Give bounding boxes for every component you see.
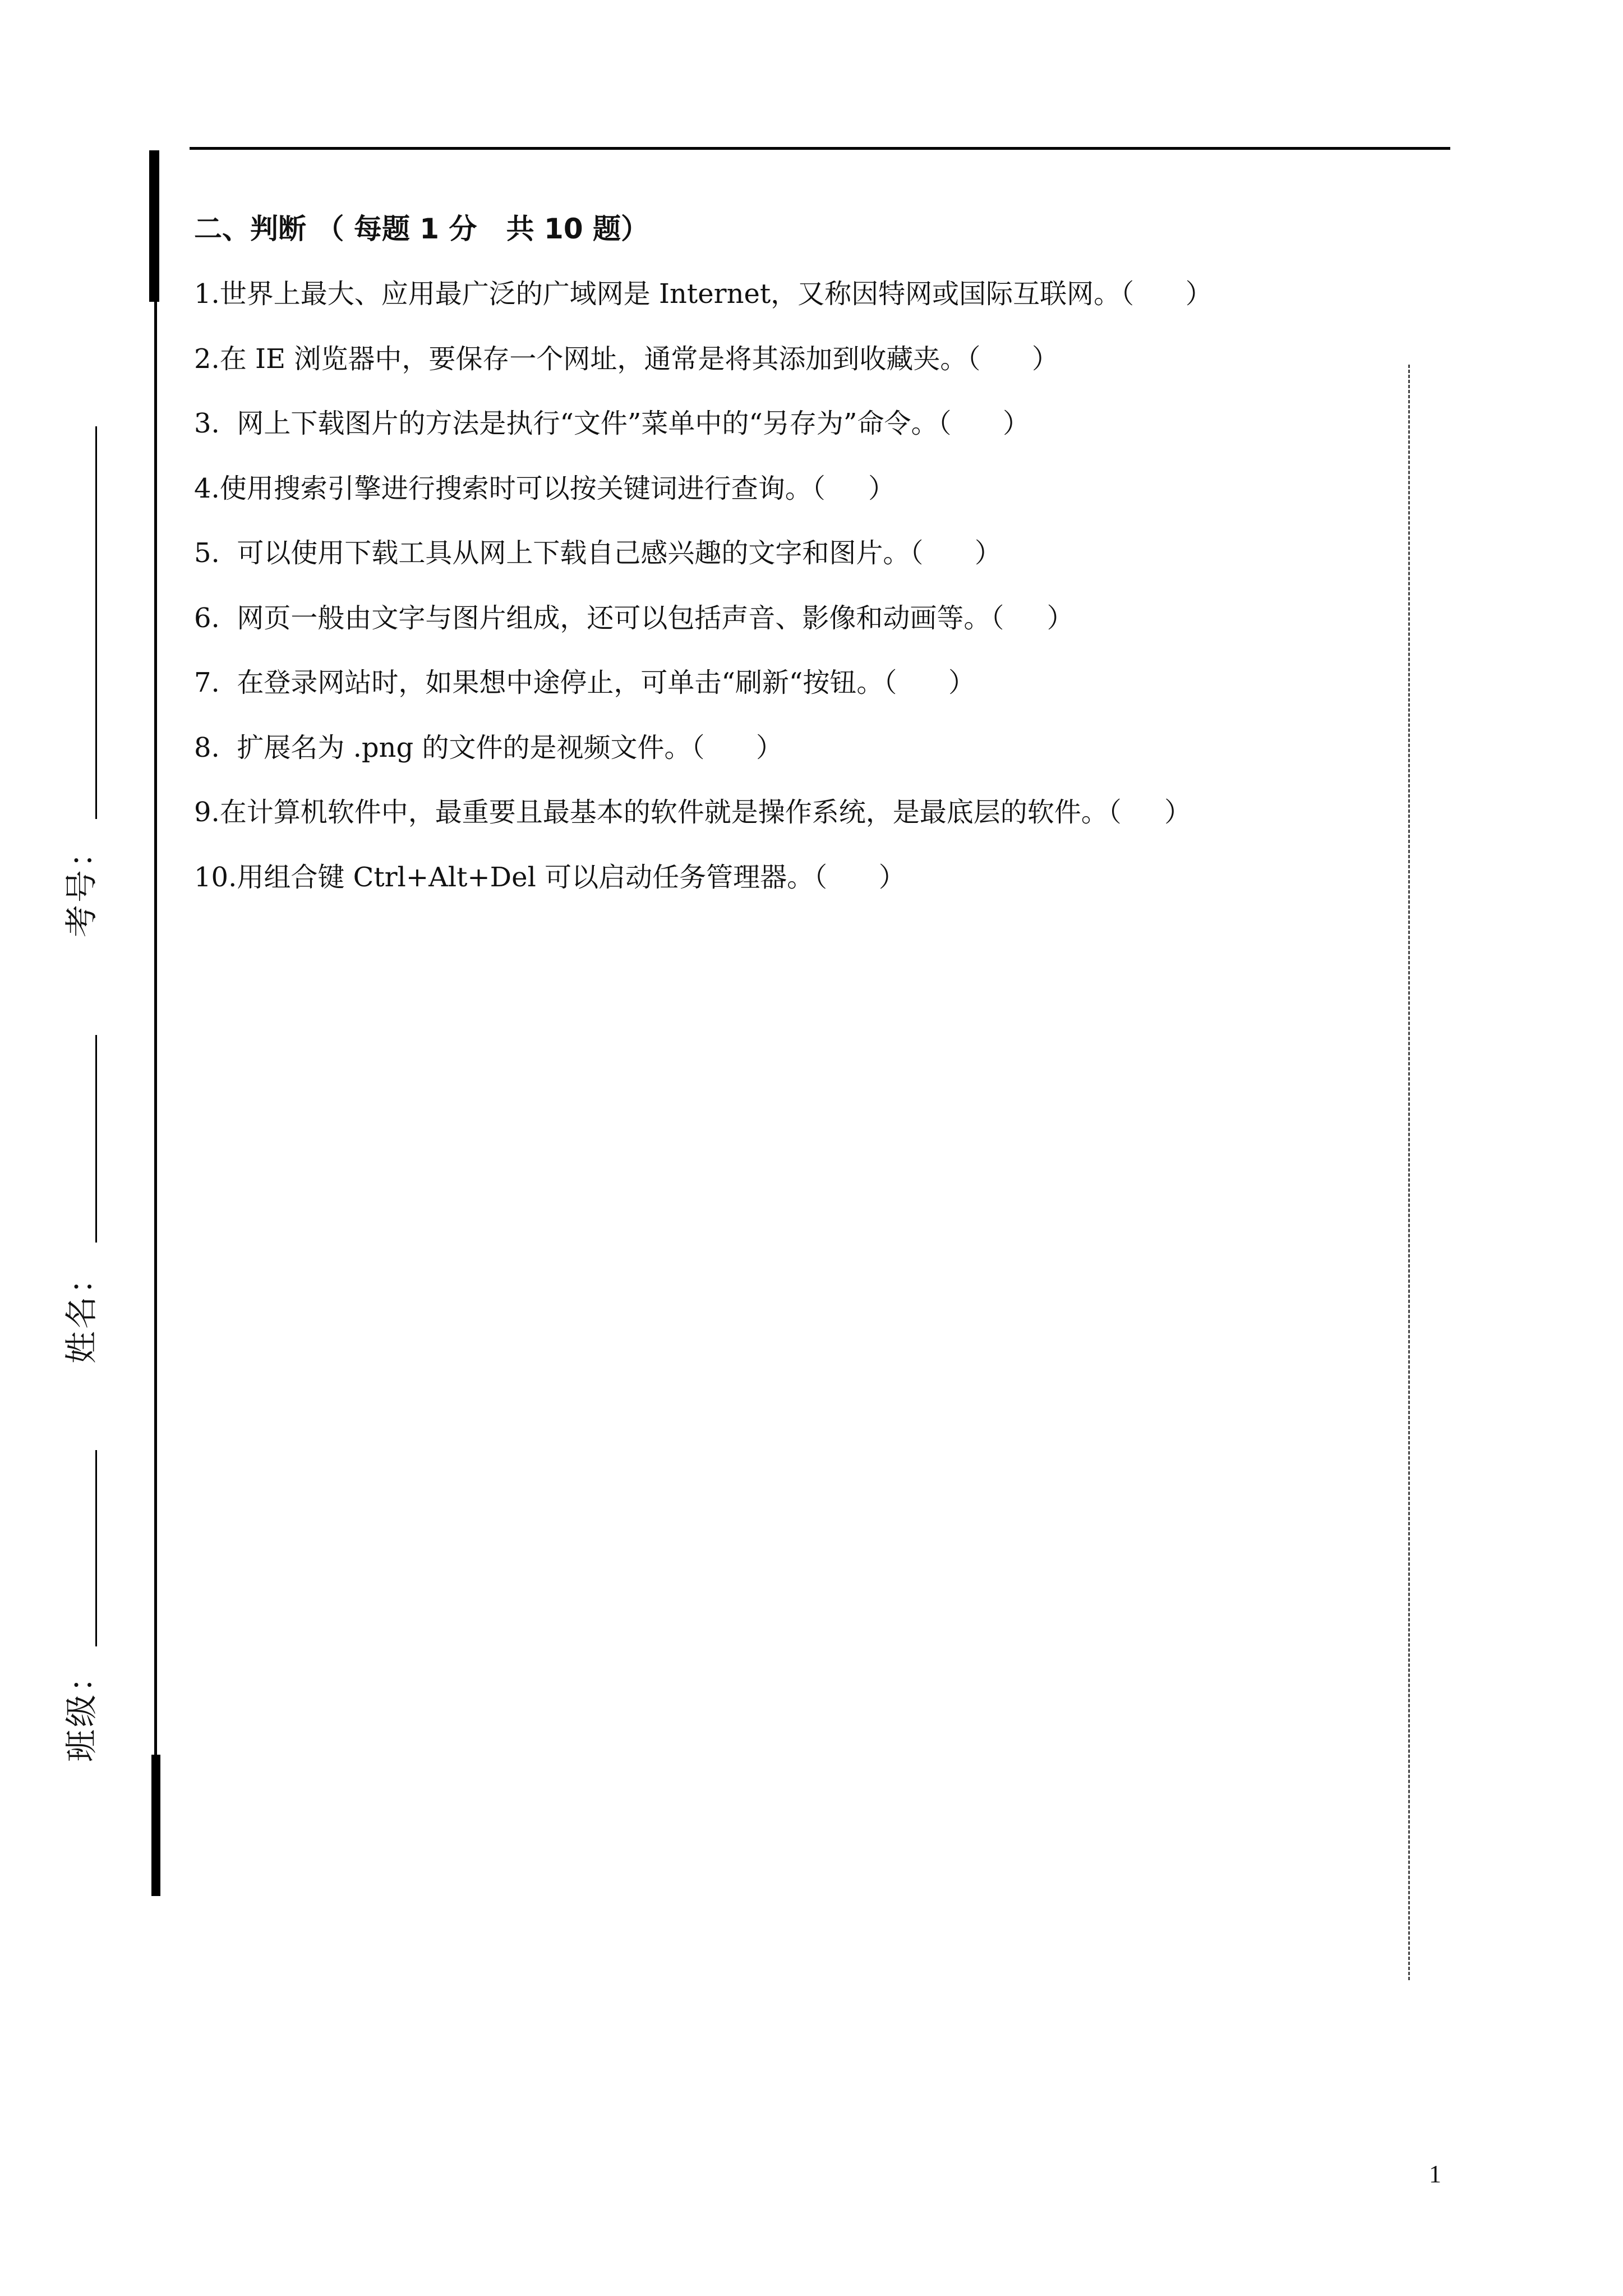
section-title: 二、判断 （ 每题 1 分 共 10 题） [194, 213, 649, 245]
question-item: 8. 扩展名为 .png 的文件的是视频文件。（ ） [194, 731, 783, 763]
binding-bar-bottom [151, 1755, 160, 1896]
question-item: 1.世界上最大、应用最广泛的广域网是 Internet，又称因特网或国际互联网。（ ） [194, 278, 1212, 310]
question-item: 7. 在登录网站时，如果想中途停止，可单击“刷新“按钮。（ ） [194, 667, 975, 698]
name-label: 姓名： [62, 1259, 100, 1364]
question-item: 4.使用搜索引擎进行搜索时可以按关键词进行查询。（ ） [194, 472, 896, 504]
binding-bar-top [149, 150, 159, 302]
name-underline [95, 1035, 97, 1243]
question-item: 10.用组合键 Ctrl+Alt+Del 可以启动任务管理器。（ ） [194, 861, 906, 893]
binding-bar-middle [154, 302, 157, 1755]
question-section [194, 208, 1428, 921]
page-number: 1 [1429, 2160, 1441, 2188]
question-item: 3. 网上下载图片的方法是执行“文件”菜单中的“另存为”命令。（ ） [194, 408, 1030, 439]
class-underline [95, 1450, 97, 1646]
question-item: 6. 网页一般由文字与图片组成，还可以包括声音、影像和动画等。（ ） [194, 602, 1074, 634]
top-rule [190, 147, 1450, 150]
question-item: 2.在 IE 浏览器中，要保存一个网址，通常是将其添加到收藏夹。（ ） [194, 343, 1059, 375]
question-item: 5. 可以使用下载工具从网上下载自己感兴趣的文字和图片。（ ） [194, 537, 1002, 569]
exam-number-underline [95, 426, 97, 819]
class-label: 班级： [62, 1657, 100, 1762]
exam-number-label: 考号： [62, 832, 100, 937]
question-item: 9.在计算机软件中，最重要且最基本的软件就是操作系统，是最底层的软件。（ ） [194, 797, 1192, 828]
